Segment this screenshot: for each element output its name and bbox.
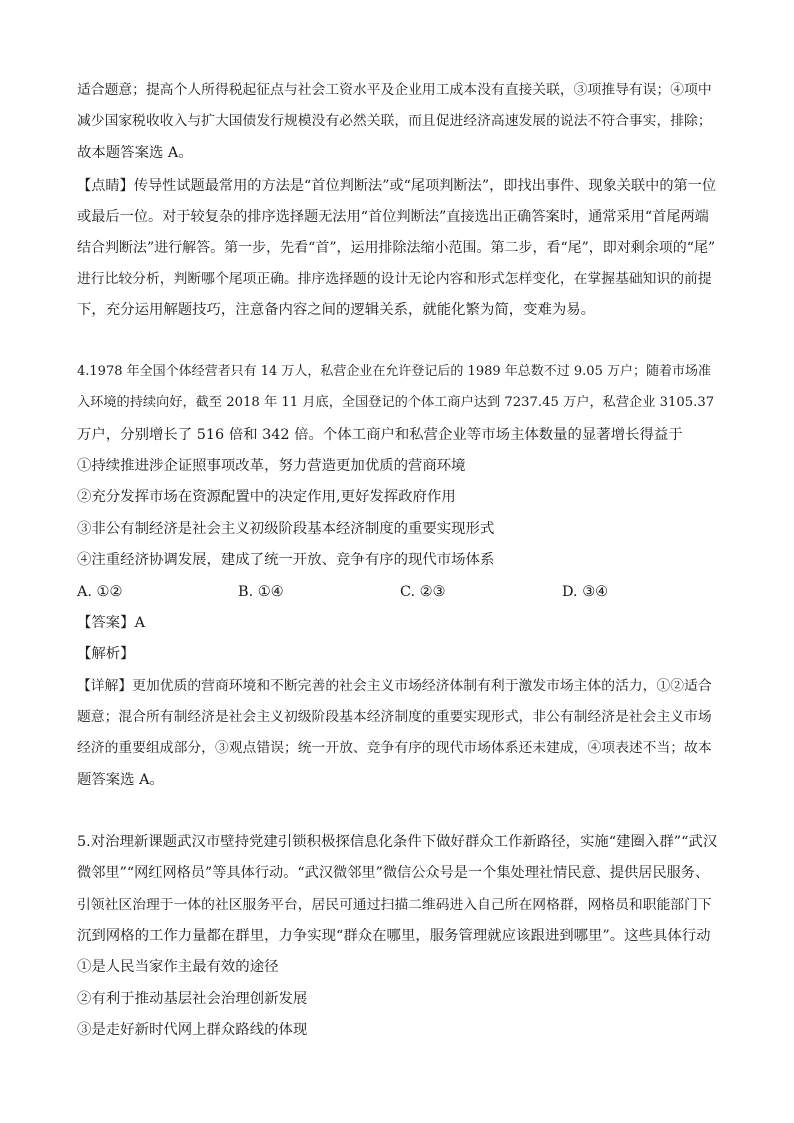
option-letter: D. bbox=[562, 584, 578, 600]
text-line: 适合题意；提高个人所得税起征点与社会工资水平及企业用工成本没有直接关联，③项推导有误；④项中 bbox=[77, 82, 712, 98]
statement-item: ③非公有制经济是社会主义初级阶段基本经济制度的重要实现形式 bbox=[77, 521, 495, 537]
text-line: 下，充分运用解题技巧，注意备内容之间的逻辑关系，就能化繁为简，变难为易。 bbox=[77, 302, 596, 318]
statement-item: ①持续推进涉企证照事项改革，努力营造更加优质的营商环境 bbox=[77, 458, 466, 474]
text-line: 或最后一位。对于较复杂的排序选择题无法用“首位判断法”直接选出正确答案时，通常采用“首尾两端 bbox=[77, 209, 709, 225]
statement-item: ③是走好新时代网上群众路线的体现 bbox=[77, 1022, 308, 1038]
option-letter: C. bbox=[400, 584, 416, 600]
statement-item: ①是人民当家作主最有效的途径 bbox=[77, 959, 279, 975]
option-letter: B. bbox=[238, 584, 254, 600]
option-letter: A. bbox=[77, 584, 92, 600]
question-stem: 入环境的持续向好，截至 2018 年 11 月底，全国登记的个体工商户达到 7237.45 万户，私营企业 3105.37 bbox=[77, 395, 715, 410]
option-d bbox=[562, 582, 608, 602]
option-text: ①④ bbox=[257, 584, 284, 600]
question-stem: 沉到网格的工作力量都在群里，力争实现“群众在哪里，服务管理就应该跟进到哪里”。这些具体行动 bbox=[77, 928, 711, 944]
detail-line: 【详解】更加优质的营商环境和不断完善的社会主义市场经济体制有利于激发市场主体的活力，①②适合 bbox=[77, 678, 712, 694]
text-line: 进行比较分析，判断哪个尾项正确。排序选择题的设计无论内容和形式怎样变化，在掌握基础知识的前提 bbox=[77, 271, 712, 287]
statement-item: ②充分发挥市场在资源配置中的决定作用,更好发挥政府作用 bbox=[77, 489, 456, 505]
text-line: 【点睛】传导性试题最常用的方法是“首位判断法”或“尾项判断法”，即找出事件、现象关联中的第一位 bbox=[77, 178, 717, 194]
answer-label: 【答案】A bbox=[77, 615, 145, 631]
detail-line: 题答案选 A。 bbox=[77, 772, 164, 788]
question-stem: 微邻里”“网红网格员”等具体行动。“武汉微邻里”微信公众号是一个集处理社情民意、提供居民服务、 bbox=[77, 865, 710, 881]
text-line: 故本题答案选 A。 bbox=[77, 145, 193, 161]
option-c bbox=[400, 582, 445, 602]
option-text: ①② bbox=[96, 584, 123, 600]
statement-item: ④注重经济协调发展，建成了统一开放、竞争有序的现代市场体系 bbox=[77, 552, 495, 568]
detail-line: 经济的重要组成部分，③观点错误；统一开放、竞争有序的现代市场体系还未建成，④项表述不当；故本 bbox=[77, 740, 712, 756]
text-line: 减少国家税收收入与扩大国债发行规模没有必然关联，而且促进经济高速发展的说法不符合事实，排除； bbox=[77, 113, 712, 129]
question-stem: 5.对治理新课题武汉市壁持党建引锁积极探信息化条件下做好群众工作新路径，实施“建圈入群”“武汉 bbox=[77, 834, 718, 850]
option-a bbox=[77, 582, 122, 602]
option-text: ③④ bbox=[582, 584, 608, 600]
question-stem: 万户，分别增长了 516 倍和 342 倍。个体工商户和私营企业等市场主体数量的显著增长得益于 bbox=[77, 427, 683, 443]
analysis-label: 【解析】 bbox=[77, 646, 135, 662]
statement-item: ②有利于推动基层社会治理创新发展 bbox=[77, 991, 308, 1007]
question-stem: 引领社区治理于一体的社区服务平台，居民可通过扫描二维码进入自己所在网格群，网格员和职能部门下 bbox=[77, 897, 712, 913]
option-text: ②③ bbox=[419, 584, 446, 600]
detail-line: 题意；混合所有制经济是社会主义初级阶段基本经济制度的重要实现形式，非公有制经济是社会主义市场 bbox=[77, 709, 712, 725]
text-line: 结合判断法”进行解答。第一步，先看“首”，运用排除法缩小范围。第二步，看“尾”，即对剩余项的“尾” bbox=[77, 240, 716, 256]
question-stem: 4.1978 年全国个体经营者只有 14 万人，私营企业在允许登记后的 1989 年总数不过 9.05 万户；随着市场准 bbox=[77, 364, 711, 379]
option-b bbox=[238, 582, 284, 602]
